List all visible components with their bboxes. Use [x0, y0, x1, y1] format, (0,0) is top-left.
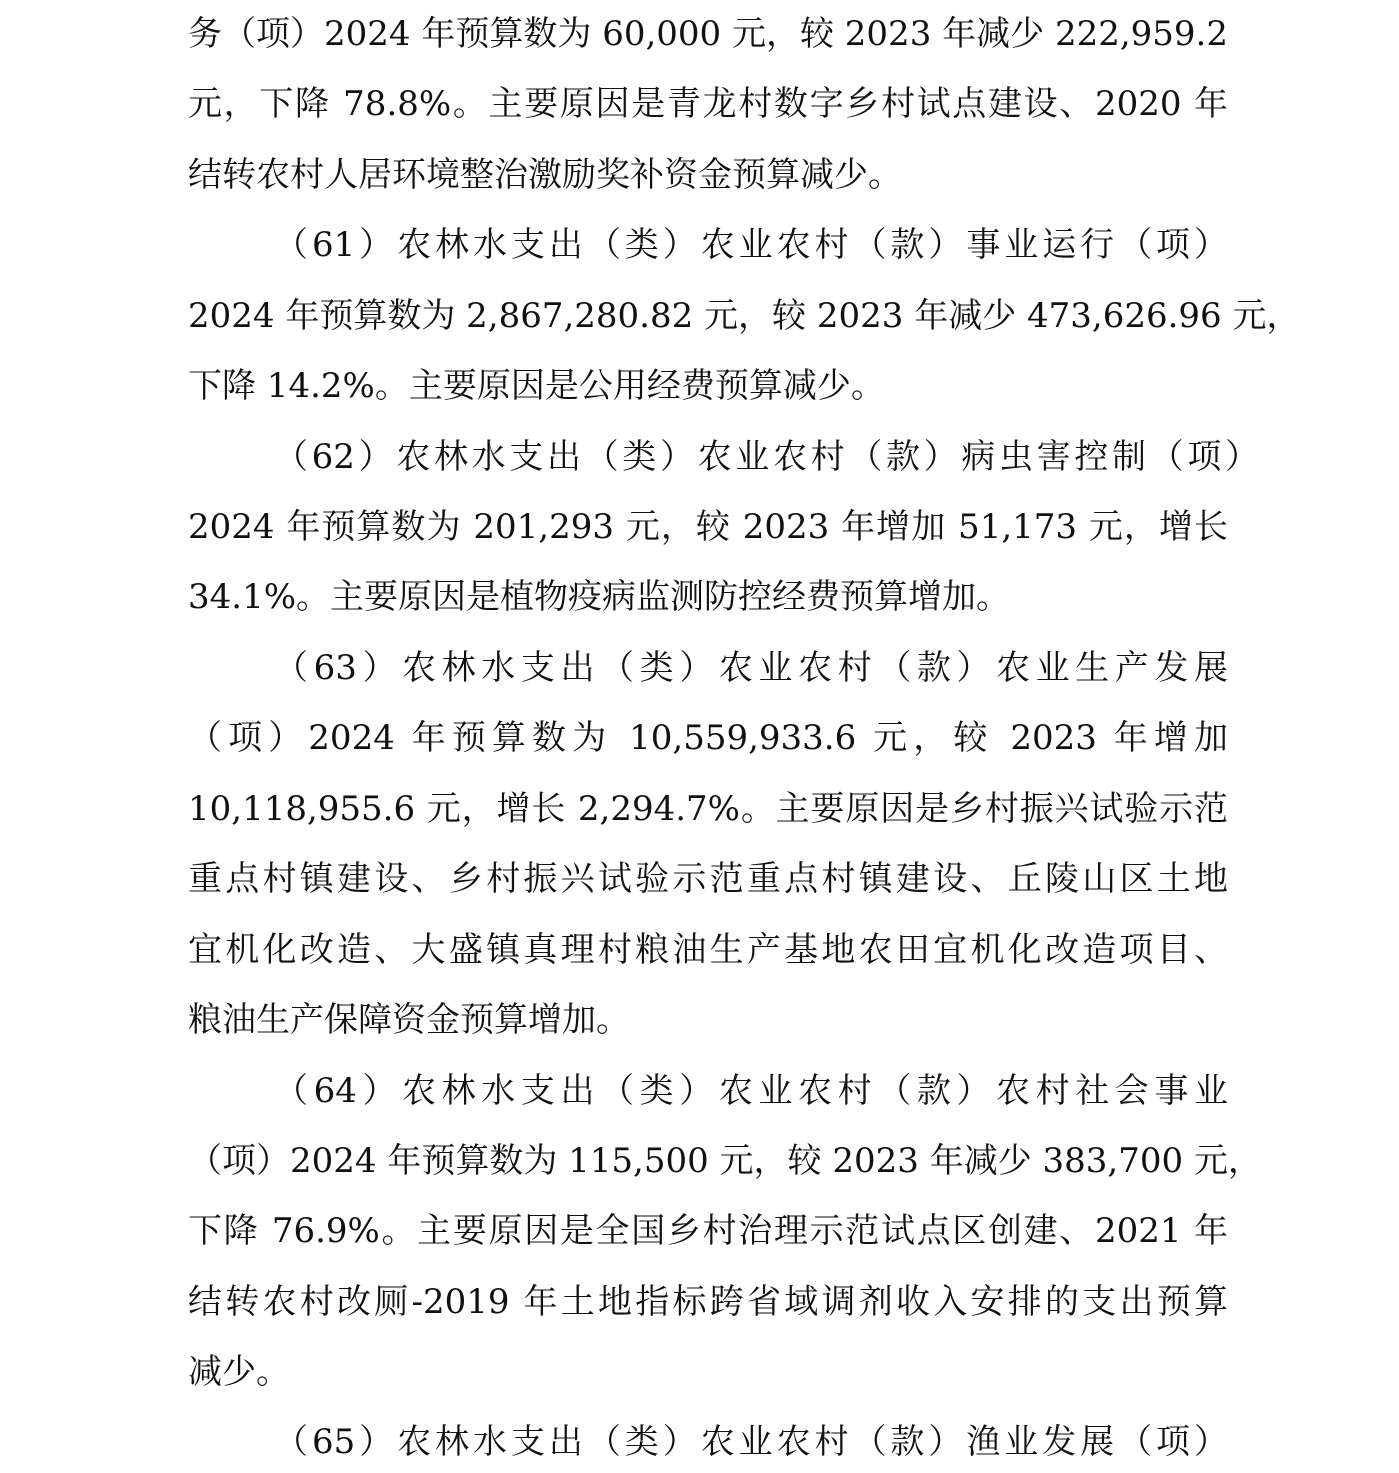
- text-line: 2024 年预算数为 201,293 元，较 2023 年增加 51,173 元，增长: [188, 507, 1228, 547]
- text-line: 减少。: [188, 1352, 290, 1392]
- text-line: 结转农村人居环境整治激励奖补资金预算减少。: [188, 155, 902, 195]
- text-line: 重点村镇建设、乡村振兴试验示范重点村镇建设、丘陵山区土地: [188, 859, 1228, 899]
- text-line: 结转农村改厕-2019 年土地指标跨省域调剂收入安排的支出预算: [188, 1282, 1228, 1322]
- text-line: （项）2024 年预算数为 115,500 元，较 2023 年减少 383,700 元，: [188, 1141, 1262, 1181]
- text-line: 10,118,955.6 元，增长 2,294.7%。主要原因是乡村振兴试验示范: [188, 789, 1228, 829]
- text-line: 34.1%。主要原因是植物疫病监测防控经费预算增加。: [188, 577, 1011, 617]
- text-line: 元，下降 78.8%。主要原因是青龙村数字乡村试点建设、2020 年: [188, 84, 1228, 124]
- paragraph-61-heading-line: （61）农林水支出（类）农业农村（款）事业运行（项）: [274, 225, 1228, 265]
- text-line: 宜机化改造、大盛镇真理村粮油生产基地农田宜机化改造项目、: [188, 930, 1228, 970]
- text-line: 务（项）2024 年预算数为 60,000 元，较 2023 年减少 222,959.2: [188, 14, 1228, 54]
- paragraph-64-heading-line: （64）农林水支出（类）农业农村（款）农村社会事业: [274, 1071, 1228, 1111]
- text-line: 下降 76.9%。主要原因是全国乡村治理示范试点区创建、2021 年: [188, 1211, 1228, 1251]
- text-line: 2024 年预算数为 2,867,280.82 元，较 2023 年减少 473,626.96 元，: [188, 296, 1301, 336]
- text-line: 下降 14.2%。主要原因是公用经费预算减少。: [188, 366, 885, 406]
- paragraph-62-heading-line: （62）农林水支出（类）农业农村（款）病虫害控制（项）: [274, 437, 1259, 477]
- paragraph-63-heading-line: （63）农林水支出（类）农业农村（款）农业生产发展: [274, 648, 1228, 688]
- text-line: 粮油生产保障资金预算增加。: [188, 1000, 630, 1040]
- paragraph-65-heading-line: （65）农林水支出（类）农业农村（款）渔业发展（项）: [274, 1422, 1228, 1462]
- text-line: （项）2024 年预算数为 10,559,933.6 元，较 2023 年增加: [188, 718, 1228, 758]
